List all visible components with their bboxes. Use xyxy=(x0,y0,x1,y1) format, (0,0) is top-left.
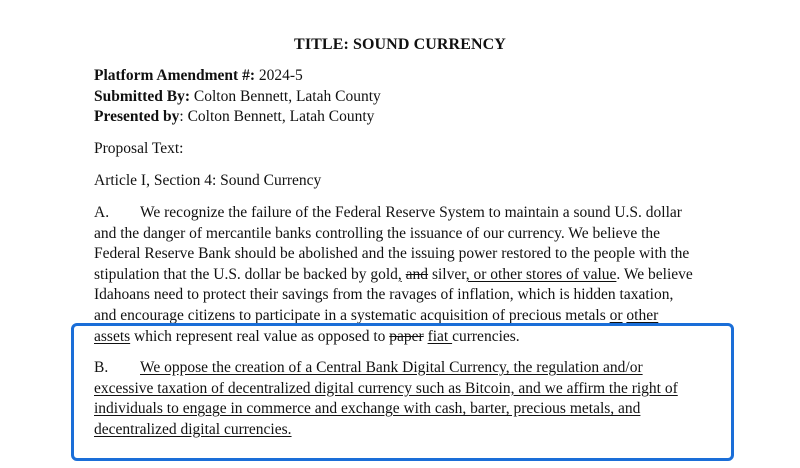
inserted-text: , xyxy=(397,265,402,283)
inserted-text: other xyxy=(626,306,659,324)
paragraph-a-line: Idahoans need to protect their savings from the ravages of inflation, which is hidden taxation, xyxy=(94,286,674,304)
paragraph-a-text: stipulation that the U.S. dollar be backed by gold xyxy=(94,265,398,283)
paragraph-b-marker: B. xyxy=(94,359,109,376)
paragraph-b-line: excessive taxation of decentralized digital currency such as Bitcoin, and we affirm the right of xyxy=(94,379,678,397)
paragraph-b-line: decentralized digital currencies. xyxy=(94,420,292,438)
paragraph-a-line: and the danger of mercantile banks controlling the issuance of our currency. We believe the xyxy=(94,224,661,242)
paragraph-a-line xyxy=(94,265,714,286)
paragraph-a-line: Federal Reserve Bank should be abolished and the issuing power restored to the people with the xyxy=(94,245,690,263)
highlight-box xyxy=(71,323,734,461)
paragraph-a-text: currencies. xyxy=(452,327,520,345)
presented-by-label: Presented by xyxy=(94,108,180,125)
presented-by-value: : Colton Bennett, Latah County xyxy=(179,108,375,125)
amendment-meta xyxy=(94,66,381,128)
paragraph-a-text: and encourage citizens to participate in a systematic acquisition of precious metals xyxy=(94,306,610,324)
document-title: TITLE: SOUND CURRENCY xyxy=(294,36,506,53)
struck-text: and xyxy=(405,265,429,283)
amendment-number-label: Platform Amendment #: xyxy=(94,67,255,84)
proposal-text-label: Proposal Text: xyxy=(94,140,184,157)
paragraph-a-text: We recognize the failure of the Federal Reserve System to maintain a sound U.S. dollar xyxy=(140,204,682,221)
paragraph-a-text: which represent real value as opposed to xyxy=(130,327,390,345)
paragraph-a-text: . We believe xyxy=(616,265,693,283)
inserted-text: We oppose the creation of a Central Bank Digital Currency, the regulation and/or xyxy=(140,359,643,376)
presented-by-line xyxy=(94,107,381,128)
submitted-by-line xyxy=(94,87,381,108)
paragraph-a-line xyxy=(94,203,714,224)
article-heading: Article I, Section 4: Sound Currency xyxy=(94,172,322,189)
inserted-text: or xyxy=(609,306,623,324)
inserted-text: assets xyxy=(94,327,131,345)
paragraph-a-marker: A. xyxy=(94,204,110,221)
amendment-number-line xyxy=(94,66,381,87)
submitted-by-value: Colton Bennett, Latah County xyxy=(190,87,381,105)
inserted-text: , or other stores of value xyxy=(465,265,617,283)
submitted-by-label: Submitted By: xyxy=(94,87,191,105)
paragraph-a-text: silver xyxy=(428,265,466,283)
inserted-text: fiat xyxy=(427,327,453,345)
paragraph-b-line: individuals to engage in commerce and exchange with cash, barter, precious metals, and xyxy=(94,400,641,418)
struck-text: paper xyxy=(389,327,424,345)
amendment-number-value: 2024-5 xyxy=(255,67,303,84)
